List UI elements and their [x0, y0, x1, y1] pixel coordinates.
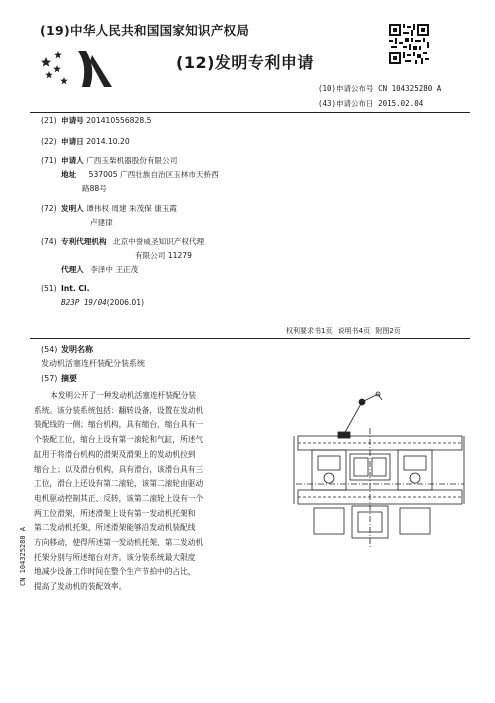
invention-title: 发动机活塞连杆装配分装系统 [41, 359, 145, 368]
abstract-figure [292, 388, 466, 562]
patent-agency-line2: 有限公司 11279 [135, 251, 192, 260]
application-number [41, 115, 151, 126]
application-date [41, 136, 130, 147]
inventors-line2: 卢建律 [90, 218, 113, 227]
field-value: 广西玉柴机器股份有限公司 [86, 156, 178, 165]
publication-date-label: (43)申请公布日 [318, 99, 374, 108]
patent-agency [41, 236, 204, 247]
publication-number-value: CN 104325280 A [378, 84, 442, 93]
field-label: 申请号 [61, 116, 84, 125]
office-name: (19)中华人民共和国国家知识产权局 [40, 23, 250, 38]
field-label: 专利代理机构 [61, 237, 107, 246]
field-value: 537005 广西壮族自治区玉林市天桥西 [88, 170, 219, 179]
sipo-logo-icon [38, 47, 128, 91]
publication-date-value: 2015.02.04 [378, 99, 424, 108]
field-code: (57) [41, 374, 58, 383]
abstract-line: 两工位滑架，所述滑架上设有第一发动机托架和 [34, 508, 196, 518]
side-publication-code: CN 104325280 A [19, 526, 27, 586]
abstract-line: 装配线的一侧；缩台机构，具有缩台，缩台具有一 [34, 420, 204, 430]
applicant-address [61, 169, 219, 180]
field-code: (21) [41, 116, 57, 125]
field-value: 谭伟权 周建 朱茂保 康玉霞 [86, 204, 177, 213]
field-value: 2014.10.20 [86, 137, 130, 146]
applicant [41, 155, 177, 166]
field-value: 李泽中 王正茂 [90, 265, 139, 274]
abstract-line: 地减少设备工作时间在整个生产节拍中的占比， [34, 567, 196, 577]
abstract-line: 托架分别与所述缩台对齐。该分装系统最大限度 [34, 552, 196, 562]
page-counts: 权利要求书1页 说明书4页 附图2页 [286, 327, 401, 335]
header-divider [30, 112, 470, 113]
publication-number-label: (10)申请公布号 [318, 84, 374, 93]
abstract-text [34, 389, 272, 595]
field-label: 申请日 [61, 137, 84, 146]
field-label: 地址 [61, 170, 77, 179]
field-label: 摘要 [61, 374, 77, 383]
field-value: 北京中誉威圣知识产权代理 [112, 237, 205, 246]
abstract-line: 本发明公开了一种发动机活塞连杆装配分装 [50, 391, 197, 400]
abstract-line: 缩台上；以及滑台机构，具有滑台，该滑台具有三 [34, 464, 204, 474]
field-label: Int. Cl. [61, 284, 90, 293]
field-label: 发明名称 [61, 345, 93, 354]
patent-agent [61, 264, 138, 275]
ipc-entry [61, 298, 144, 307]
abstract-heading [41, 373, 77, 384]
qr-code-icon [389, 24, 429, 64]
abstract-line: 系统。该分装系统包括：翻转设备，设置在发动机 [34, 405, 204, 415]
publication-number [318, 83, 441, 94]
field-code: (54) [41, 345, 58, 354]
abstract-line: 提高了发动机的装配效率。 [34, 582, 127, 592]
field-code: (71) [41, 156, 57, 165]
field-code: (72) [41, 204, 57, 213]
ipc-year: (2006.01) [106, 298, 145, 307]
invention-title-heading [41, 344, 93, 355]
abstract-line: 电机驱动控制其正、反转，该第二滚轮上设有一个 [34, 493, 204, 503]
abstract-divider [30, 338, 470, 339]
applicant-address-line2: 路88号 [82, 184, 107, 193]
field-value: 201410556828.5 [86, 116, 152, 125]
int-classification [41, 284, 89, 293]
field-code: (22) [41, 137, 57, 146]
abstract-line: 第二发动机托架，所述滑架能够沿发动机装配线 [34, 523, 196, 533]
field-label: 申请人 [61, 156, 84, 165]
abstract-line: 方向移动，使得所述第一发动机托架、第二发动机 [34, 538, 204, 548]
field-label: 代理人 [61, 265, 84, 274]
abstract-line: 个装配工位，缩台上设有第一滚轮和气缸，所述气 [34, 435, 204, 445]
field-code: (74) [41, 237, 57, 246]
inventors [41, 203, 177, 214]
publication-date [318, 98, 423, 109]
abstract-line: 工位，滑台上还设有第二滚轮，该第二滚轮由驱动 [34, 479, 204, 489]
document-type: (12)发明专利申请 [176, 53, 314, 72]
field-label: 发明人 [61, 204, 84, 213]
ipc-code: B23P 19/04 [61, 298, 107, 307]
abstract-line: 缸用于将滑台机构的滑架及滑架上的发动机拉到 [34, 449, 196, 459]
field-code: (51) [41, 284, 57, 293]
